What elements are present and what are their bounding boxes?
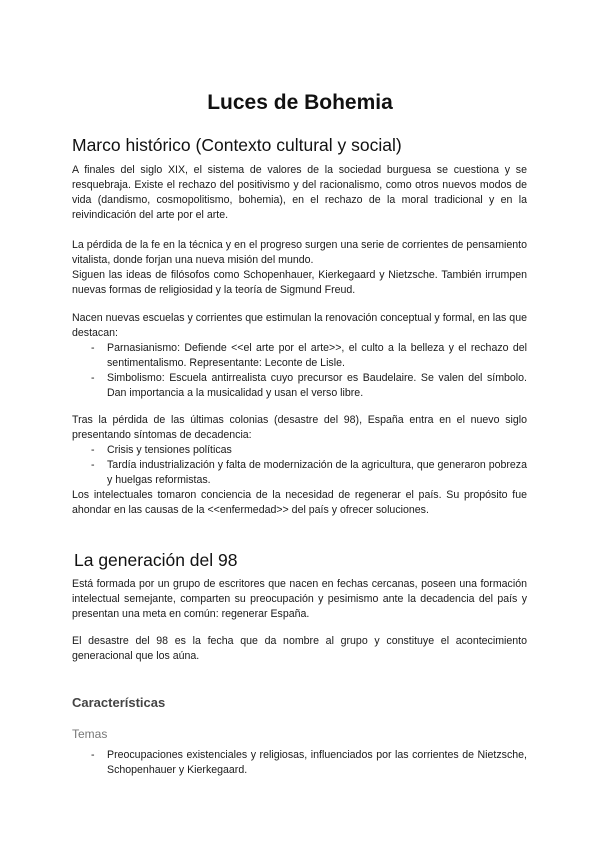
list-decadencia bbox=[72, 443, 527, 488]
paragraph-formada-grupo: Está formada por un grupo de escritores que nacen en fechas cercanas, poseen una formación intelectual semejante, comparten su preocupación y pesimismo ante la decadencia del país y presentan una meta en común: regenerar España. bbox=[72, 578, 527, 620]
paragraph-finales-siglo: A finales del siglo XIX, el sistema de valores de la sociedad burguesa se cuestiona y se resquebraja. Existe el rechazo del positivismo y del racionalismo, como otros nuevos modos de vida (dandismo, cosmopolitismo, bohemia), en el rechazo de la moral tradicional y en la reivindicación del arte por el arte. bbox=[72, 164, 527, 221]
paragraph-perdida-colonias: Tras la pérdida de las últimas colonias (desastre del 98), España entra en el nuevo siglo presentando síntomas de decadencia: bbox=[72, 414, 527, 441]
list-item-parnasianismo: - Parnasianismo: Defiende <<el arte por el arte>>, el culto a la belleza y el rechazo del sentimentalismo. Representante: Leconte de Lisle. bbox=[72, 341, 527, 371]
subsubheading-temas: Temas bbox=[72, 727, 108, 741]
list-item-preocupaciones: - Preocupaciones existenciales y religiosas, influenciados por las corrientes de Nietzsche, Schopenhauer y Kierkegaard. bbox=[72, 748, 527, 778]
section-heading-marco-historico: Marco histórico (Contexto cultural y social) bbox=[72, 135, 402, 155]
paragraph-perdida-fe: La pérdida de la fe en la técnica y en el progreso surgen una serie de corrientes de pensamiento vitalista, donde forjan una nueva misión del mundo. bbox=[72, 239, 527, 266]
paragraph-intelectuales: Los intelectuales tomaron conciencia de la necesidad de regenerar el país. Su propósito fue ahondar en las causas de la <<enfermedad>> del país y ofrecer soluciones. bbox=[72, 489, 527, 516]
list-item-crisis: - Crisis y tensiones políticas bbox=[72, 443, 527, 458]
document-title: Luces de Bohemia bbox=[207, 91, 393, 114]
list-item-industrializacion: - Tardía industrialización y falta de modernización de la agricultura, que generaron pobreza y huelgas reformistas. bbox=[72, 458, 527, 488]
paragraph-nuevas-escuelas: Nacen nuevas escuelas y corrientes que estimulan la renovación conceptual y formal, en las que destacan: bbox=[72, 312, 527, 339]
list-temas bbox=[72, 748, 527, 778]
paragraph-desastre-98: El desastre del 98 es la fecha que da nombre al grupo y constituye el acontecimiento generacional que los aúna. bbox=[72, 635, 527, 662]
list-escuelas bbox=[72, 341, 527, 401]
subheading-caracteristicas: Características bbox=[72, 695, 166, 710]
list-item-simbolismo: - Simbolismo: Escuela antirrealista cuyo precursor es Baudelaire. Se valen del símbolo. Dan importancia a la musicalidad y usan el verso libre. bbox=[72, 371, 527, 401]
paragraph-filosofos: Siguen las ideas de filósofos como Schopenhauer, Kierkegaard y Nietzsche. También irrumpen nuevas formas de religiosidad y la teoría de Sigmund Freud. bbox=[72, 269, 527, 296]
section-heading-generacion-98: La generación del 98 bbox=[74, 550, 238, 570]
